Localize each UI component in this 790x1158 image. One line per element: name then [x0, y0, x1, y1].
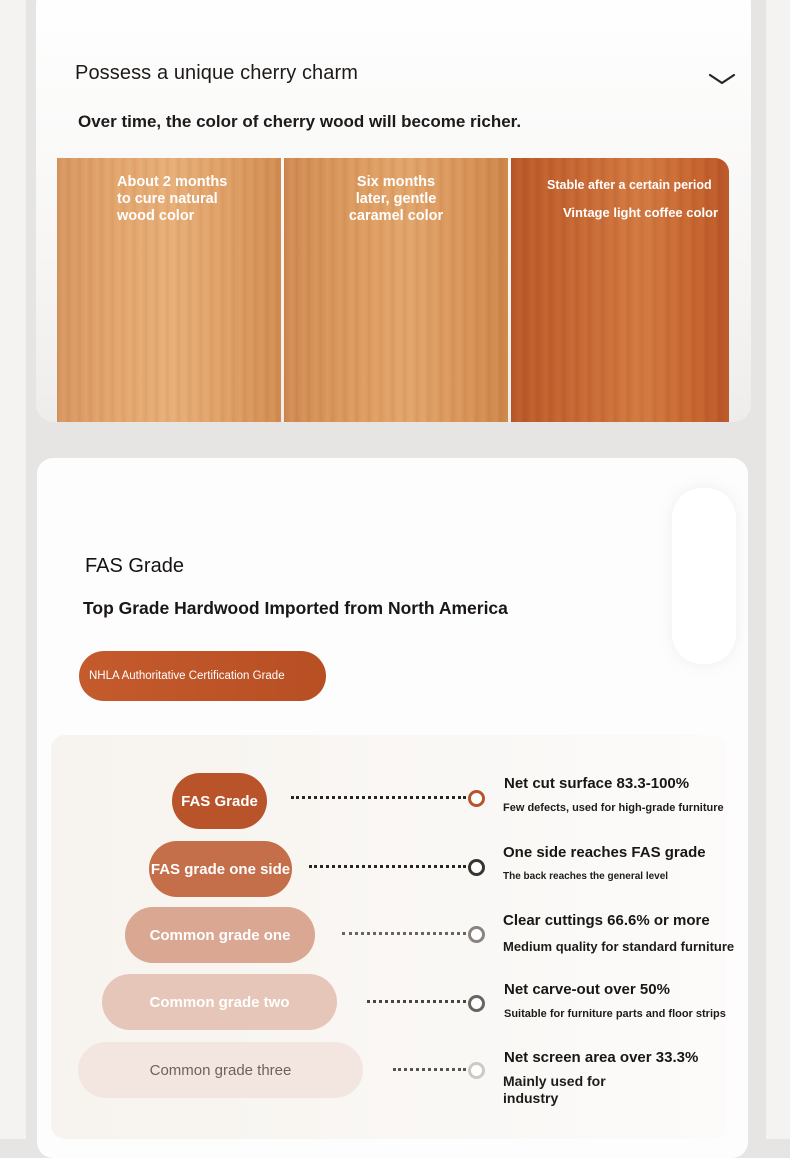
wood-sample-label: Six months later, gentle caramel color — [348, 174, 444, 224]
grade-marker-icon — [468, 790, 485, 807]
decorative-shape — [672, 488, 736, 664]
grade-marker-icon — [468, 859, 485, 876]
grade-pill-fas: FAS Grade — [172, 773, 267, 829]
fas-grade-subtitle: Top Grade Hardwood Imported from North America — [83, 598, 508, 618]
grade-connector — [309, 865, 466, 868]
left-margin-strip — [0, 0, 26, 1139]
grade-marker-icon — [468, 1062, 485, 1079]
cherry-charm-title: Possess a unique cherry charm — [75, 62, 359, 84]
wood-sample-stable — [511, 158, 729, 422]
cherry-charm-subtitle: Over time, the color of cherry wood will become richer. — [78, 112, 522, 131]
fas-grade-title: FAS Grade — [85, 555, 184, 577]
grade-connector — [291, 796, 466, 799]
grade-pill-common-one: Common grade one — [125, 907, 315, 963]
grade-connector — [342, 932, 466, 935]
grade-title: Net cut surface 83.3-100% — [504, 775, 690, 792]
grade-title: Clear cuttings 66.6% or more — [503, 912, 710, 929]
grade-title: One side reaches FAS grade — [503, 844, 706, 861]
grade-description: Medium quality for standard furniture — [503, 939, 735, 954]
grade-connector — [393, 1068, 466, 1071]
wood-sample-6-months — [284, 158, 508, 422]
grade-connector — [367, 1000, 466, 1003]
wood-sample-2-months — [57, 158, 281, 422]
grade-description: The back reaches the general level — [503, 871, 669, 882]
grade-description: Suitable for furniture parts and floor strips — [504, 1008, 726, 1020]
wood-sample-label: Vintage light coffee color — [563, 205, 719, 220]
right-margin-strip — [766, 0, 790, 1139]
grade-pill-common-three: Common grade three — [78, 1042, 363, 1098]
grade-pill-fas-one-side: FAS grade one side — [149, 841, 292, 897]
grade-marker-icon — [468, 995, 485, 1012]
chevron-down-icon[interactable] — [708, 72, 736, 86]
wood-sample-label: Stable after a certain period — [547, 178, 712, 192]
wood-sample-label: About 2 months to cure natural wood color — [117, 174, 228, 224]
certification-badge — [79, 651, 326, 701]
grade-title: Net carve-out over 50% — [504, 981, 670, 998]
grade-description: Few defects, used for high-grade furniture — [503, 802, 724, 814]
grade-description: Mainly used for industry — [503, 1073, 606, 1106]
grade-title: Net screen area over 33.3% — [504, 1049, 699, 1066]
grade-marker-icon — [468, 926, 485, 943]
grade-pill-common-two: Common grade two — [102, 974, 337, 1030]
certification-label: NHLA Authoritative Certification Grade — [89, 670, 285, 682]
